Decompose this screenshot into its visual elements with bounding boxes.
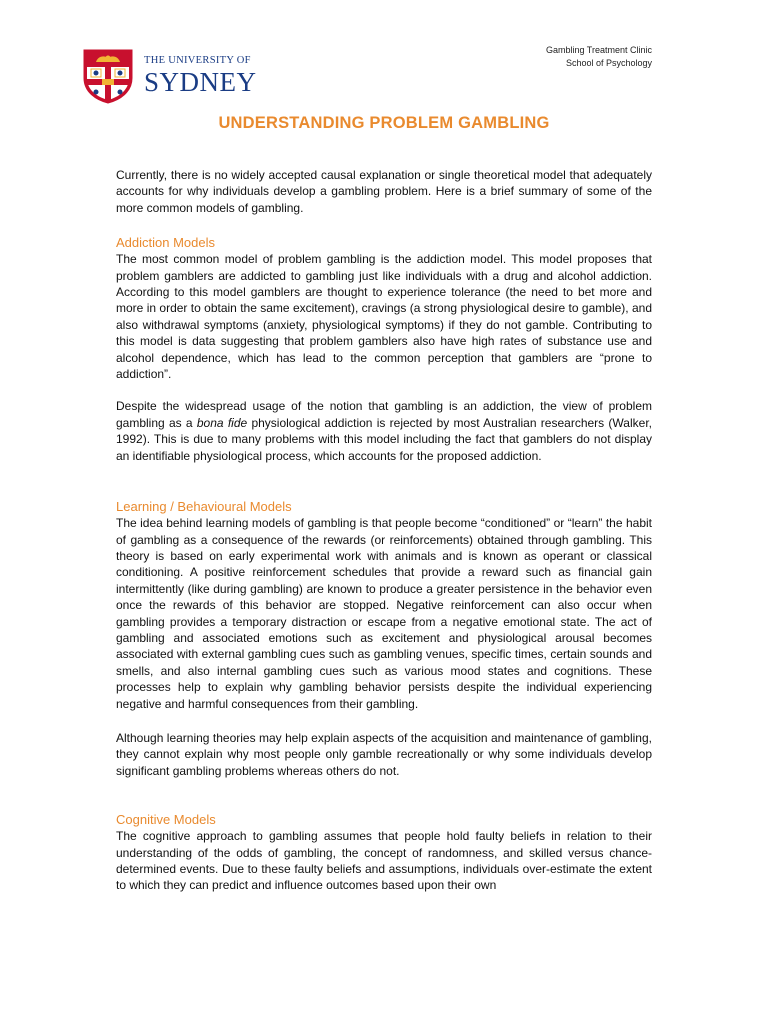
university-logo — [82, 48, 257, 104]
university-name-line1: THE UNIVERSITY OF — [144, 55, 251, 66]
learning-paragraph-2: Although learning theories may help explain aspects of the acquisition and maintenance of gambling, they cannot explain why most people only gamble recreationally or why some individuals develop significant gambling problems whereas others do not. — [116, 730, 652, 778]
addiction-p2-text-a: Despite the widespread usage of the notion that gambling is an addiction, the view of problem gambling as a — [116, 399, 652, 430]
addiction-paragraph-2 — [116, 398, 652, 464]
header-department — [546, 44, 652, 70]
university-name — [144, 56, 257, 96]
document-body — [116, 167, 652, 894]
learning-paragraph-1: The idea behind learning models of gambling is that people become “conditioned” or “learn” the habit of gambling as a consequence of the rewards (or reinforcements) obtained through gambling. This theory is based on early experimental work with animals and is known as operant or classical conditioning. A positive reinforcement schedules that provide a reward such as financial gain intermittently (like during gambling) are known to produce a greater persistence in the behavior even once the rewards of this behavior are stopped. Negative reinforcement can also occur when gambling provides a temporary distraction or escape from a negative emotional state. The act of gambling and associated emotions such as excitement and physiological arousal becomes associated with external gambling cues such as gambling venues, specific times, certain sounds and smells, and also internal gambling cues such as various mood states and cognitions. These processes help to explain why gambling behavior persists despite the individual experiencing negative and harmful consequences from their gambling. — [116, 516, 652, 711]
document-title: UNDERSTANDING PROBLEM GAMBLING — [218, 114, 550, 132]
learning-models-heading: Learning / Behavioural Models — [116, 499, 292, 515]
university-crest-icon — [82, 48, 134, 104]
addiction-p2-text-b: physiological addiction is rejected by most Australian researchers (Walker, 1992). This is due to many problems with this model including the fact that gamblers do not display an identifiable physiological process, which accounts for the proposed addiction. — [116, 415, 652, 463]
addiction-paragraph-1: The most common model of problem gambling is the addiction model. This model proposes that problem gamblers are addicted to gambling just like individuals with a drug and alcohol addiction. According to this model gamblers are thought to experience tolerance (the need to bet more and more in order to obtain the same excitement), cravings (a strong physiological desire to gamble), and also withdrawal symptoms (anxiety, physiological symptoms) if they do not gamble. Contributing to this model is data suggesting that problem gamblers also have high rates of substance use and alcohol dependence, which has lead to the common perception that gamblers are “prone to addiction”. — [116, 252, 652, 382]
addiction-p2-italic: bona fide — [196, 415, 248, 430]
school-name: School of Psychology — [565, 58, 652, 68]
clinic-name: Gambling Treatment Clinic — [545, 45, 652, 55]
cognitive-paragraph-1: The cognitive approach to gambling assumes that people hold faulty beliefs in relation to their understanding of the odds of gambling, the concept of randomness, and skilled versus chance-determined events. Due to these faulty beliefs and assumptions, individuals over-estimate the extent to which they can predict and influence outcomes based upon their own — [116, 829, 652, 893]
addiction-models-heading: Addiction Models — [116, 235, 215, 251]
intro-paragraph: Currently, there is no widely accepted causal explanation or single theoretical model that adequately accounts for why individuals develop a gambling problem. Here is a brief summary of some of the more common models of gambling. — [116, 168, 652, 215]
university-name-line2: SYDNEY — [144, 66, 257, 97]
cognitive-models-heading: Cognitive Models — [116, 812, 216, 828]
